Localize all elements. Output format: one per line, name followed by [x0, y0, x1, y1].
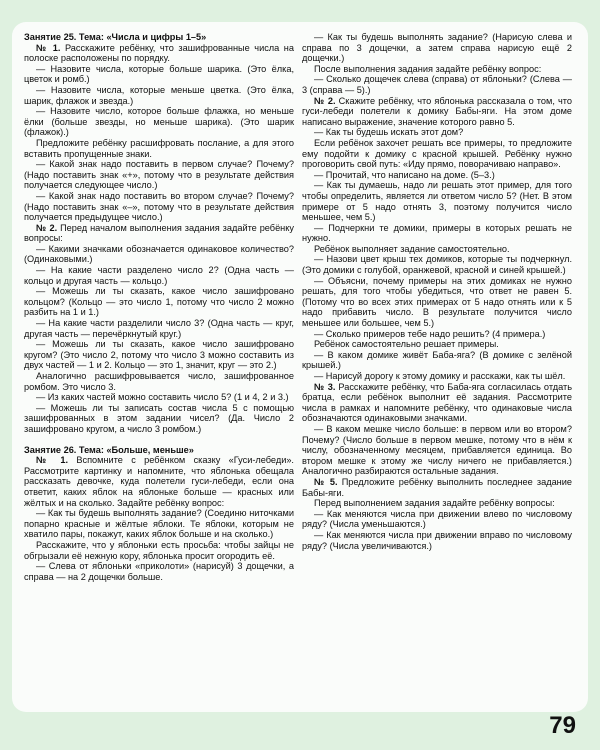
- right-column: [302, 32, 572, 551]
- text-paragraph: Предложите ребёнку расшифровать послание, а для этого вставить пропущенные знаки.: [24, 137, 294, 159]
- task-number: № 5.: [314, 476, 338, 487]
- text-paragraph: — Назовите числа, которые меньше цветка. (Это ёлка, шарик, флажок и звезда.): [24, 84, 294, 106]
- text-paragraph: — Можешь ли ты сказать, какое число зашифровано кольцом? (Кольцо — это число 1, потому что число 2 можно разбить на 1 и 1.): [24, 286, 294, 318]
- text-paragraph: Аналогично расшифровывается число, зашифрованное ромбом. Это число 3.: [24, 371, 294, 392]
- task-text: Перед началом выполнения задания задайте ребёнку вопросы:: [24, 222, 294, 244]
- task-text: Предложите ребёнку выполнить последнее задание Бабы-яги.: [302, 476, 572, 498]
- task-paragraph: [24, 455, 294, 508]
- task-number: № 1.: [36, 455, 69, 466]
- text-paragraph: — Как ты думаешь, надо ли решать этот пример, для того чтобы определить, является ли ответом число 5? (Нет. В этом примере от 5 надо отнять 3, поэтому получится число меньшее, чем 5.): [302, 180, 572, 223]
- task-text: Вспомните с ребёнком сказку «Гуси-лебеди». Рассмотрите картинку и напомните, что яблонька обещала рассказать девочке, куда полетели гуси-лебеди, если она ответит, каких яблок на яблоньке больше — красных или жёлтых и на сколько. Задайте ребёнку вопрос:: [24, 455, 294, 508]
- text-paragraph: — Как ты будешь выполнять задание? (Соединю ниточками попарно красные и жёлтые яблоки. Те яблоки, которым не хватило пары, покажут, каких яблок больше и на сколько.): [24, 508, 294, 540]
- task-paragraph: [24, 223, 294, 244]
- text-paragraph: — Как меняются числа при движении вправо по числовому ряду? (Числа увеличиваются.): [302, 529, 572, 551]
- text-paragraph: Перед выполнением задания задайте ребёнку вопросы:: [314, 498, 555, 509]
- text-paragraph: — Слева от яблоньки «приколоти» (нарисуй) 3 дощечки, а справа — на 2 дощечки больше.: [24, 561, 294, 582]
- text-paragraph: — Как ты будешь выполнять задание? (Нарисую слева и справа по 3 дощечки, а затем справа нарисую ещё 2 дощечки.): [302, 32, 572, 64]
- text-paragraph: Расскажите, что у яблоньки есть просьба: чтобы зайцы не обгрызали её нежную кору, яблонька просит огородить её.: [24, 539, 294, 561]
- text-paragraph: — В каком мешке число больше: в первом или во втором? Почему? (Число больше в первом мешке, потому что в нём к числу, обозначенному месяцем, прибавляется единица. Во втором мешке к этому же числу ничего не прибавляется.) Аналогично разбираются остальные задания.: [302, 423, 572, 477]
- task-number: № 3.: [314, 381, 336, 392]
- text-paragraph: После выполнения задания задайте ребёнку вопрос:: [314, 63, 542, 74]
- task-paragraph: [24, 43, 294, 64]
- text-paragraph: — На какие части разделили число 3? (Одна часть — круг, другая часть — перечёркнутый круг.): [24, 318, 294, 339]
- text-paragraph: — Из каких частей можно составить число 5? (1 и 4, 2 и 3.): [36, 392, 289, 403]
- text-paragraph: — Нарисуй дорогу к этому домику и расскажи, как ты шёл.: [314, 371, 566, 381]
- text-paragraph: — Какой знак надо поставить в первом случае? Почему? (Надо поставить знак «+», потому что в результате действия получается следующее число.): [24, 159, 294, 191]
- text-paragraph: — Как ты будешь искать этот дом?: [314, 127, 464, 138]
- task-number: № 1.: [36, 42, 61, 53]
- text-paragraph: — Сколько примеров тебе надо решить? (4 примера.): [314, 328, 546, 339]
- lesson-heading: Занятие 26. Тема: «Больше, меньше»: [24, 444, 194, 455]
- text-paragraph: — Назовите числа, которые больше шарика. (Это ёлка, цветок и ромб.): [24, 63, 294, 85]
- task-number: № 2.: [314, 95, 336, 106]
- left-column: [24, 32, 294, 582]
- task-number: № 2.: [36, 222, 58, 233]
- text-paragraph: — На какие части разделено число 2? (Одна часть — кольцо и другая часть — кольцо.): [24, 265, 294, 286]
- text-paragraph: — Назови цвет крыш тех домиков, которые ты подчеркнул. (Это домики с голубой, оранжевой, красной и синей крышей.): [302, 254, 572, 276]
- text-paragraph: — Объясни, почему примеры на этих домиках не нужно решать, для того чтобы убедиться, что ответ не равен 5. (Потому что во всех этих примерах от 5 надо отнять или к 5 надо прибавить число. В результате получится число меньшее или большее, чем 5.): [302, 275, 572, 329]
- text-paragraph: — Какой знак надо поставить во втором случае? Почему? (Надо поставить знак «–», потому что в результате действия получается предыдущее число.): [24, 190, 294, 223]
- text-paragraph: — Можешь ли ты сказать, какое число зашифровано кругом? (Это число 2, потому что число 3 можно составить из двух частей — 1 и 2. Кольцо — это 1, значит, круг — это 2.): [24, 339, 294, 371]
- text-paragraph: Ребёнок выполняет задание самостоятельно.: [314, 243, 510, 254]
- page-number: 79: [549, 712, 576, 739]
- text-paragraph: — Назовите число, которое больше флажка, но меньше ёлки (больше звезды, но меньше шарика). (Это шарик (флажок).): [24, 106, 294, 138]
- task-text: Расскажите ребёнку, что зашифрованные числа на полоске расположены по порядку.: [24, 42, 294, 64]
- task-text: Расскажите ребёнку, что Баба-яга согласилась отдать братца, если ребёнок выполнит её задания. Рассмотрите числа в рамках и напомните ребёнку, что одинаковые числа обозначаются одинаковыми значками.: [302, 381, 572, 424]
- task-paragraph: [302, 477, 572, 498]
- text-paragraph: Если ребёнок захочет решать все примеры, то предложите ему подойти к домику с красной крышей. Ребёнку нужно проговорить свой путь: «Иду прямо, поворачиваю направо».: [302, 137, 572, 170]
- task-paragraph: [302, 382, 572, 424]
- text-paragraph: — Подчеркни те домики, примеры в которых решать не нужно.: [302, 222, 572, 244]
- text-paragraph: — Прочитай, что написано на доме. (5–3.): [314, 169, 495, 180]
- task-paragraph: [302, 96, 572, 128]
- lesson-heading: Занятие 25. Тема: «Числа и цифры 1–5»: [24, 32, 207, 42]
- text-paragraph: — Как меняются числа при движении влево по числовому ряду? (Числа уменьшаются.): [302, 508, 572, 530]
- text-paragraph: Ребёнок самостоятельно решает примеры.: [314, 339, 499, 350]
- text-paragraph: — В каком домике живёт Баба-яга? (В домике с зелёной крышей.): [302, 349, 572, 371]
- text-paragraph: — Какими значками обозначается одинаковое количество? (Одинаковыми.): [24, 243, 294, 265]
- text-paragraph: — Можешь ли ты записать состав числа 5 с помощью зашифрованных в этом задании чисел? (Да. Число 2 зашифровано кругом, а число 3 ромбом.): [24, 402, 294, 434]
- text-paragraph: — Сколько дощечек слева (справа) от яблоньки? (Слева — 3 (справа — 5).): [302, 74, 572, 95]
- task-text: Скажите ребёнку, что яблонька рассказала о том, что гуси-лебеди полетели к домику Бабы-яги. На этом доме написано выражение, значение которого равно 5.: [302, 95, 572, 127]
